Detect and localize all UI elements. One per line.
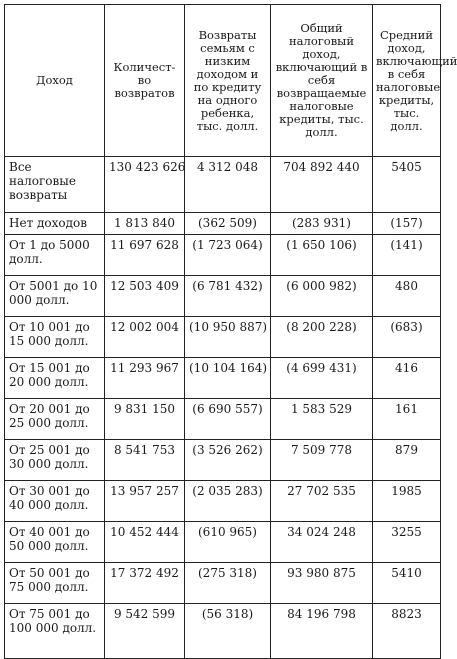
cell-count: 12 002 004 bbox=[105, 317, 185, 358]
income-tax-table bbox=[4, 4, 457, 659]
cell-income: От 15 001 до 20 000 долл. bbox=[5, 358, 105, 399]
header-count: Количест-во возвратов bbox=[105, 5, 185, 157]
cell-average: (157) bbox=[373, 213, 441, 235]
cell-income: От 5001 до 10 000 долл. bbox=[5, 276, 105, 317]
cell-low-income: (6 781 432) bbox=[185, 276, 271, 317]
table-row bbox=[5, 604, 441, 659]
table-row bbox=[5, 157, 441, 213]
cell-total: 7 509 778 bbox=[271, 440, 373, 481]
table-row bbox=[5, 563, 441, 604]
cell-count: 9 542 599 bbox=[105, 604, 185, 659]
cell-low-income: (275 318) bbox=[185, 563, 271, 604]
table-row bbox=[5, 235, 441, 276]
cell-average: (683) bbox=[373, 317, 441, 358]
cell-average: 879 bbox=[373, 440, 441, 481]
table-row bbox=[5, 317, 441, 358]
table-header bbox=[5, 5, 457, 157]
cell-average: (141) bbox=[373, 235, 441, 276]
cell-total: 84 196 798 bbox=[271, 604, 373, 659]
cell-average: 3255 bbox=[373, 522, 441, 563]
cell-average: 5405 bbox=[373, 157, 441, 213]
cell-low-income: (10 950 887) bbox=[185, 317, 271, 358]
header-income: Доход bbox=[5, 5, 105, 157]
cell-total: (4 699 431) bbox=[271, 358, 373, 399]
cell-average: 8823 bbox=[373, 604, 441, 659]
cell-total: 93 980 875 bbox=[271, 563, 373, 604]
cell-income: От 20 001 до 25 000 долл. bbox=[5, 399, 105, 440]
cell-low-income: 4 312 048 bbox=[185, 157, 271, 213]
cell-total: 704 892 440 bbox=[271, 157, 373, 213]
cell-count: 130 423 626 bbox=[105, 157, 185, 213]
cell-count: 12 503 409 bbox=[105, 276, 185, 317]
cell-low-income: (1 723 064) bbox=[185, 235, 271, 276]
cell-income: От 25 001 до 30 000 долл. bbox=[5, 440, 105, 481]
cell-income: От 75 001 до 100 000 долл. bbox=[5, 604, 105, 659]
cell-average: 1985 bbox=[373, 481, 441, 522]
cell-income: От 50 001 до 75 000 долл. bbox=[5, 563, 105, 604]
table-row bbox=[5, 399, 441, 440]
cell-income: От 40 001 до 50 000 долл. bbox=[5, 522, 105, 563]
cell-total: 1 583 529 bbox=[271, 399, 373, 440]
cell-count: 8 541 753 bbox=[105, 440, 185, 481]
cell-income: Нет доходов bbox=[5, 213, 105, 235]
cell-average: 480 bbox=[373, 276, 441, 317]
cell-total: (6 000 982) bbox=[271, 276, 373, 317]
cell-average: 416 bbox=[373, 358, 441, 399]
cell-income: От 10 001 до 15 000 долл. bbox=[5, 317, 105, 358]
table-row bbox=[5, 358, 441, 399]
cell-average: 161 bbox=[373, 399, 441, 440]
cell-low-income: (362 509) bbox=[185, 213, 271, 235]
cell-total: (1 650 106) bbox=[271, 235, 373, 276]
table-row bbox=[5, 440, 441, 481]
cell-low-income: (56 318) bbox=[185, 604, 271, 659]
cell-count: 11 293 967 bbox=[105, 358, 185, 399]
cell-total: 27 702 535 bbox=[271, 481, 373, 522]
cell-low-income: (10 104 164) bbox=[185, 358, 271, 399]
cell-income: От 1 до 5000 долл. bbox=[5, 235, 105, 276]
cell-count: 13 957 257 bbox=[105, 481, 185, 522]
cell-count: 10 452 444 bbox=[105, 522, 185, 563]
table-row bbox=[5, 481, 441, 522]
cell-low-income: (3 526 262) bbox=[185, 440, 271, 481]
cell-average: 5410 bbox=[373, 563, 441, 604]
table-body bbox=[5, 157, 441, 659]
cell-low-income: (6 690 557) bbox=[185, 399, 271, 440]
table-row bbox=[5, 213, 441, 235]
table-row bbox=[5, 522, 441, 563]
header-total-tax-income: Общий налоговый доход, включающий в себя возвращаемые налоговые кредиты, тыс. долл. bbox=[271, 5, 373, 157]
cell-count: 1 813 840 bbox=[105, 213, 185, 235]
cell-total: (8 200 228) bbox=[271, 317, 373, 358]
table-row bbox=[5, 276, 441, 317]
header-low-income-returns: Возвраты семьям с низким доходом и по кредиту на одного ребенка, тыс. долл. bbox=[185, 5, 271, 157]
cell-count: 11 697 628 bbox=[105, 235, 185, 276]
cell-total: 34 024 248 bbox=[271, 522, 373, 563]
header-row bbox=[5, 5, 441, 157]
header-average-income: Средний доход, включающий в себя налоговые кредиты, тыс. долл. bbox=[373, 5, 441, 157]
cell-income: От 30 001 до 40 000 долл. bbox=[5, 481, 105, 522]
cell-low-income: (610 965) bbox=[185, 522, 271, 563]
cell-count: 9 831 150 bbox=[105, 399, 185, 440]
cell-low-income: (2 035 283) bbox=[185, 481, 271, 522]
cell-total: (283 931) bbox=[271, 213, 373, 235]
cell-income: Все налоговые возвраты bbox=[5, 157, 105, 213]
cell-count: 17 372 492 bbox=[105, 563, 185, 604]
